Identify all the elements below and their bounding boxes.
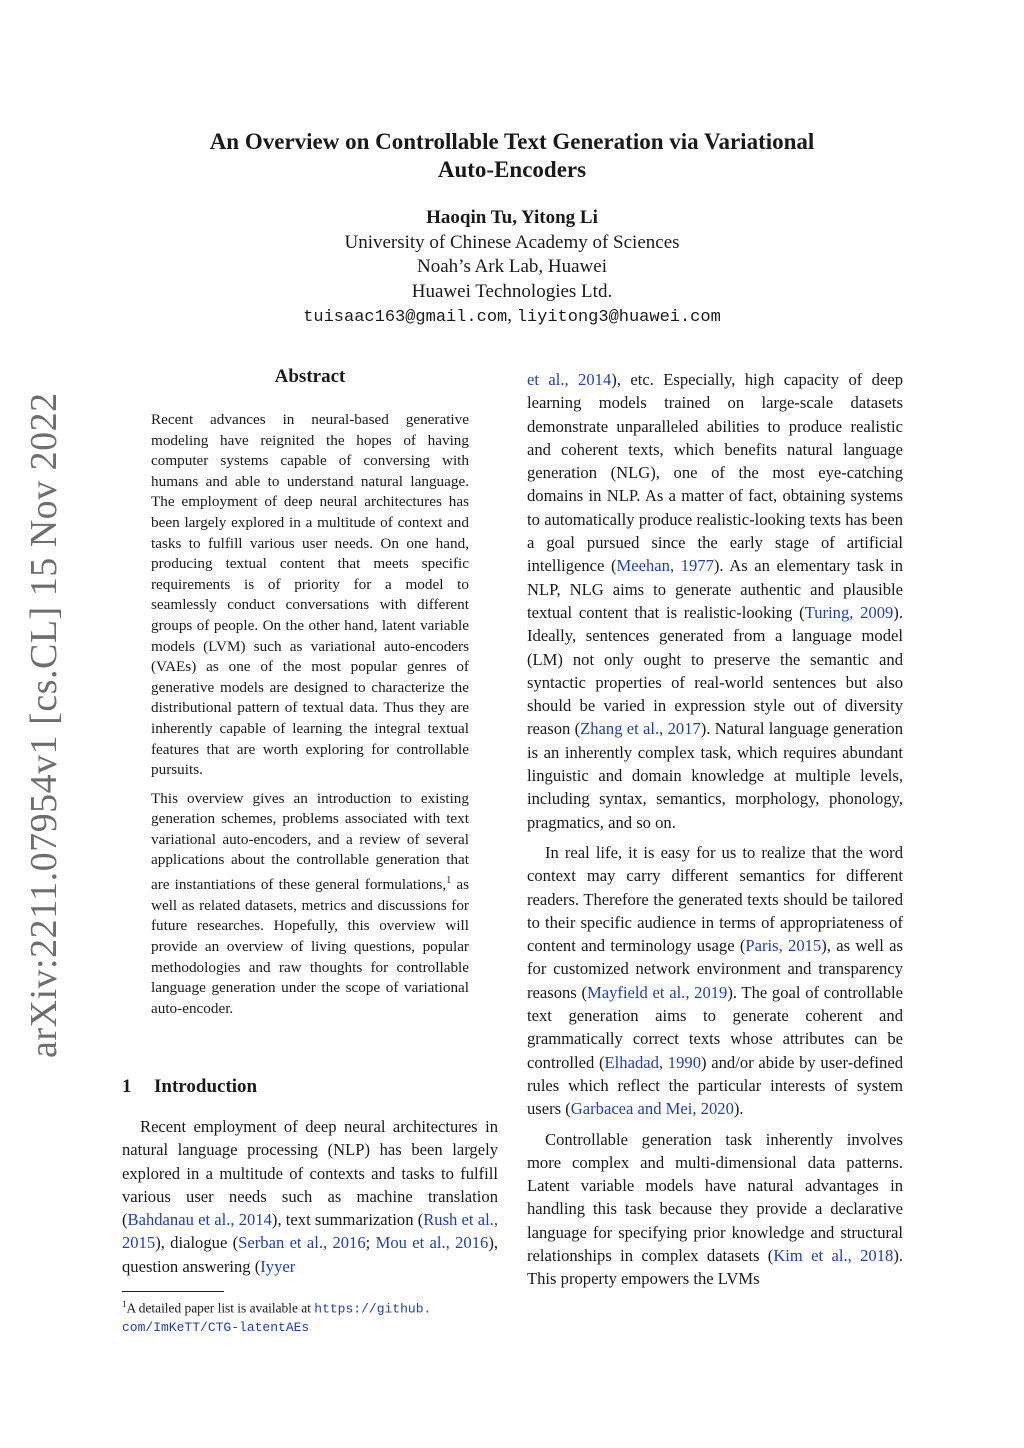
text-run: ), dialogue ( [155, 1233, 239, 1253]
abstract-paragraph-2 [151, 789, 469, 1020]
right-column [527, 368, 903, 1298]
intro-paragraph-1 [122, 1115, 498, 1278]
footnote [122, 1295, 506, 1337]
footnote-url-part-1[interactable]: https://github. [314, 1301, 432, 1317]
citation-garbacea-2020[interactable]: Garbacea and Mei, 2020 [570, 1099, 734, 1119]
abstract-p2-part-a: This overview gives an introduction to existing generation schemes, problems associated with text variational auto-encoders, and a review of several applications about the controllable generation that are instantiations of these general formulations, [151, 789, 469, 894]
author-block [150, 206, 874, 331]
section-heading-introduction [122, 1076, 257, 1098]
right-paragraph-1 [527, 368, 903, 834]
affiliation-1: University of Chinese Academy of Sciences [344, 231, 680, 253]
text-run: ), etc. Especially, high capacity of deep learning models trained on large-scale datasets demonstrate unparalleled abilities to produce realistic and coherent texts, which benefits natural language generation (NLG), one of the most eye-catching domains in NLP. As a matter of fact, obtaining systems to automatically produce realistic-looking texts has been a goal pursued since the early stage of artificial intelligence ( [527, 370, 903, 576]
text-run: ). The goal of controllable text generation aims to generate coherent and grammatically correct texts whose attributes can be controlled ( [527, 982, 903, 1072]
text-run: ; [365, 1233, 376, 1253]
right-paragraph-3 [527, 1128, 903, 1291]
text-run: ). Natural language generation is an inherently complex task, which requires abundant linguistic and domain knowledge at multiple levels, including syntax, semantics, morphology, phonology, pragmatics, and so on. [527, 719, 903, 832]
footnote-url-part-2[interactable]: com/ImKeTT/CTG-latentAEs [122, 1320, 310, 1336]
text-run: ). Ideally, sentences generated from a language model (LM) not only ought to preserve the semantic and syntactic properties of real-world sentences but also should be varied in expression style out of diversity reason ( [527, 602, 903, 739]
section-number: 1 [122, 1076, 132, 1097]
email-1[interactable]: tuisaac163@gmail.com [303, 308, 508, 327]
citation-kim-2018[interactable]: Kim et al., 2018 [773, 1245, 894, 1265]
citation-elhadad-1990[interactable]: Elhadad, 1990 [604, 1052, 701, 1072]
text-run: ). As an elementary task in NLP, NLG aims to generate authentic and plausible textual content that is realistic-looking ( [527, 556, 904, 622]
text-run: Recent employment of deep neural architectures in natural language processing (NLP) has been largely explored in a multitude of contexts and tasks to fulfill various user needs such as machine translation ( [122, 1117, 498, 1230]
footnote-reference[interactable]: 1 [446, 875, 452, 887]
text-run: ) and/or abide by user-defined rules which reflect the particular interests of system users ( [527, 1052, 903, 1119]
email-2[interactable]: liyitong3@huawei.com [516, 308, 721, 327]
citation-serban-2016[interactable]: Serban et al., 2016 [238, 1233, 366, 1253]
text-run: ), as well as for customized network environment and transparency reasons ( [527, 936, 904, 1002]
citation-paris-2015[interactable]: Paris, 2015 [745, 936, 822, 956]
introduction-left-column [122, 1115, 498, 1278]
right-paragraph-2 [527, 841, 903, 1121]
citation-bahdanau-2014[interactable]: Bahdanau et al., 2014 [127, 1210, 272, 1230]
author-emails [150, 304, 874, 331]
abstract-heading: Abstract [274, 366, 346, 387]
text-run: In real life, it is easy for us to realize that the word context may carry different semantics for different readers. Therefore the generated texts should be tailored to their specific audience in terms of appropriateness of content and terminology usage ( [527, 842, 903, 956]
text-run: ). This property empowers the LVMs [527, 1245, 903, 1289]
footnote-text: A detailed paper list is available at [126, 1300, 315, 1316]
title-line-1: An Overview on Controllable Text Generation via Variational [209, 129, 815, 154]
author-names: Haoqin Tu, Yitong Li [426, 207, 598, 228]
citation-iyyer-2014-start[interactable]: Iyyer [260, 1256, 296, 1276]
abstract-body [151, 410, 469, 1027]
section-title: Introduction [154, 1076, 258, 1097]
text-run: Controllable generation task inherently involves more complex and multi-dimensional data patterns. Latent variable models have natural advantages in handling this task because they provide a declarative language for specifying prior knowledge and structural relationships in complex datasets ( [527, 1129, 903, 1265]
text-run: ), question answering ( [122, 1233, 498, 1276]
citation-rush-2015[interactable]: Rush et al., 2015 [122, 1210, 498, 1253]
citation-mayfield-2019[interactable]: Mayfield et al., 2019 [587, 982, 728, 1002]
footnote-mark: 1 [122, 1299, 127, 1309]
affiliation-3: Huawei Technologies Ltd. [411, 280, 613, 302]
abstract-p2-part-b: as well as related datasets, metrics and discussions for future researches. Hopefully, this overview will provide an overview of living questions, popular methodologies and raw thoughts for controllable language generation under the scope of variational auto-encoder. [151, 876, 469, 1017]
citation-turing-2009[interactable]: Turing, 2009 [804, 602, 894, 622]
paper-title [150, 128, 874, 184]
footnote-divider [122, 1291, 224, 1292]
text-run: ). [733, 1099, 744, 1119]
text-run: ), text summarization ( [271, 1210, 424, 1230]
arxiv-identifier-stamp: arXiv:2211.07954v1 [cs.CL] 15 Nov 2022 [23, 392, 65, 1058]
citation-zhang-2017[interactable]: Zhang et al., 2017 [580, 719, 701, 739]
citation-mou-2016[interactable]: Mou et al., 2016 [375, 1233, 489, 1253]
abstract-paragraph-1: Recent advances in neural-based generative modeling have reignited the hopes of having computer systems capable of conversing with humans and able to understand natural language. The employment of deep neural architectures has been largely explored in a multitude of context and tasks to fulfill various user needs. On one hand, producing textual content that meets specific requirements is of priority for a model to seamlessly conduct conversations with different groups of people. On the other hand, latent variable models (LVM) such as variational auto-encoders (VAEs) as one of the most popular genres of generative models are designed to characterize the distributional pattern of textual data. Thus they are inherently capable of learning the integral textual features that are worth exploring for controllable pursuits. [151, 411, 469, 779]
citation-meehan-1977[interactable]: Meehan, 1977 [616, 556, 714, 576]
citation-iyyer-2014-end[interactable]: et al., 2014 [527, 370, 612, 389]
email-separator: , [507, 305, 517, 326]
affiliation-2: Noah’s Ark Lab, Huawei [417, 256, 607, 277]
title-line-2: Auto-Encoders [437, 157, 587, 182]
